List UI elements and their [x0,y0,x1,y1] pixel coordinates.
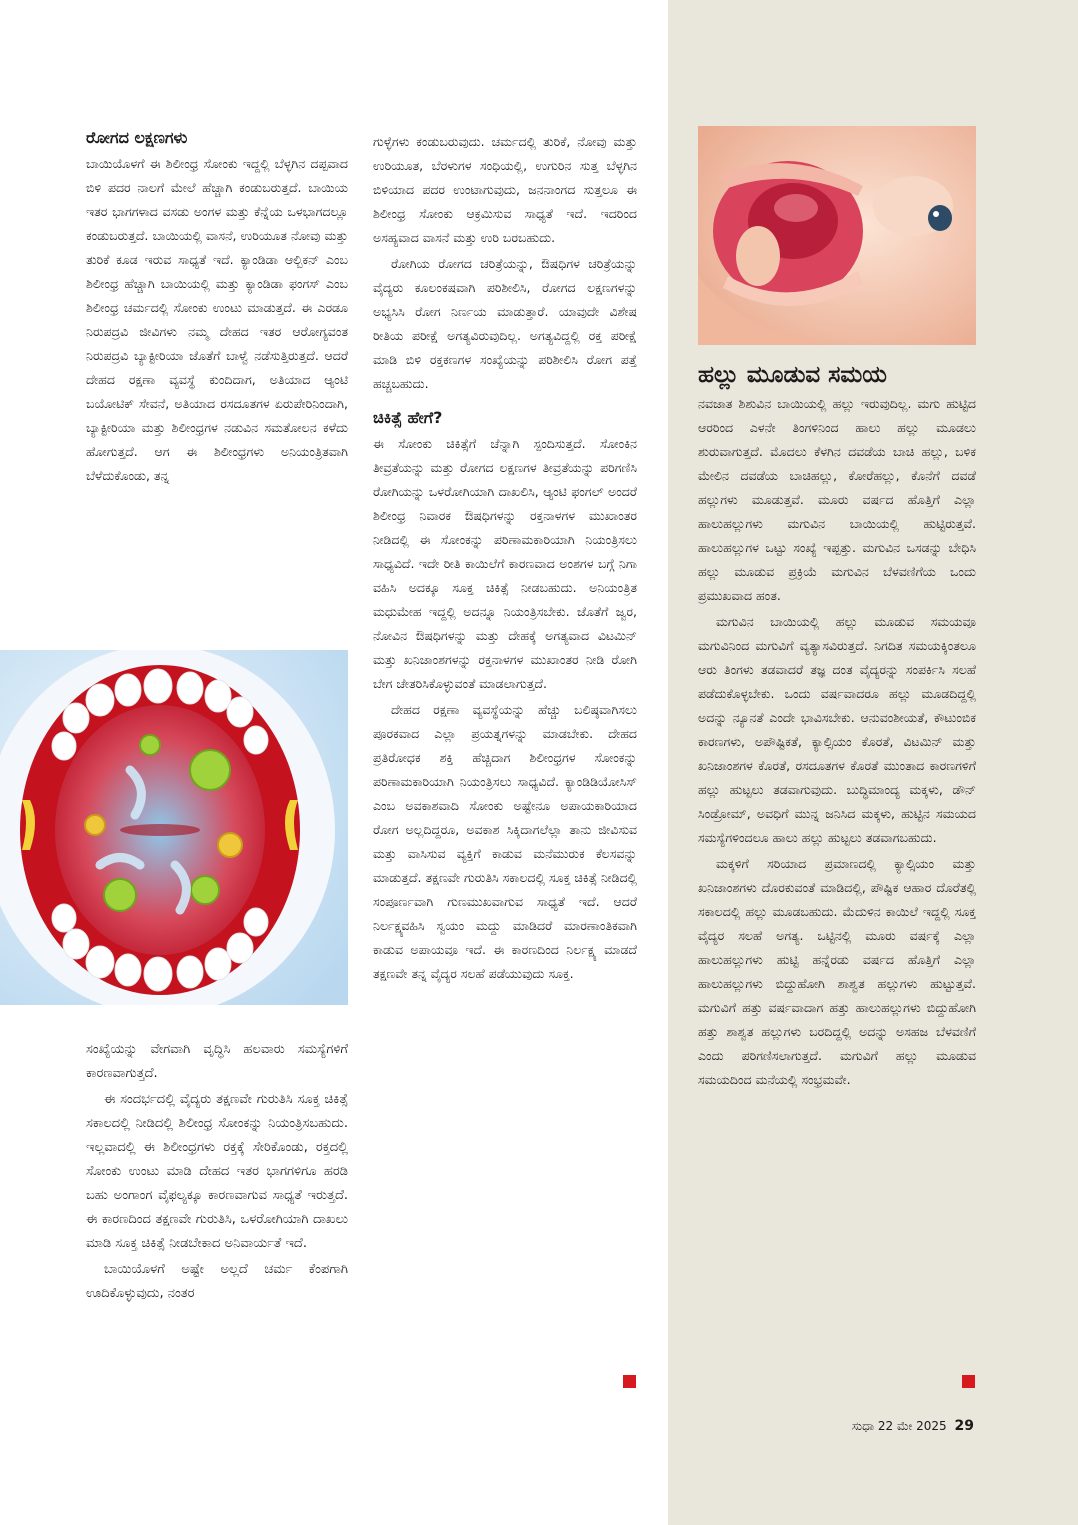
col3-paragraph-2: ಮಗುವಿನ ಬಾಯಿಯಲ್ಲಿ ಹಲ್ಲು ಮೂಡುವ ಸಮಯವೂ ಮಗುವಿನಿಂದ ಮಗುವಿಗೆ ವ್ಯತ್ಯಾಸವಿರುತ್ತದೆ. ನಿಗದಿತ ಸಮಯಕ್ಕಿಂತಲೂ ಆರು ತಿಂಗಳು ತಡವಾದರೆ ತಜ್ಞ ದಂತ ವೈದ್ಯರನ್ನು ಸಂಪರ್ಕಿಸಿ ಸಲಹೆ ಪಡೆದುಕೊಳ್ಳಬೇಕು. ಒಂದು ವರ್ಷವಾದರೂ ಹಲ್ಲು ಮೂಡದಿದ್ದಲ್ಲಿ ಅದನ್ನು ನ್ಯೂನತೆ ಎಂದೇ ಭಾವಿಸಬೇಕು. ಆನುವಂಶೀಯತೆ, ಕೌಟುಂಬಿಕ ಕಾರಣಗಳು, ಅಪೌಷ್ಟಿಕತೆ, ಕ್ಯಾಲ್ಸಿಯಂ ಕೊರತೆ, ವಿಟಮಿನ್ ಮತ್ತು ಖನಿಜಾಂಶಗಳ ಕೊರತೆ, ರಸದೂತಗಳ ಕೊರತೆ ಮುಂತಾದ ಕಾರಣಗಳಿಗೆ ಹಲ್ಲು ಹುಟ್ಟಲು ತಡವಾಗುವುದು. ಬುದ್ಧಿಮಾಂದ್ಯ ಮಕ್ಕಳು, ಡೌನ್ ಸಿಂಡ್ರೋಮ್, ಅವಧಿಗೆ ಮುನ್ನ ಜನಿಸಿದ ಮಕ್ಕಳು, ಹುಟ್ಟಿನ ಸಮಯದ ಸಮಸ್ಯೆಗಳಿಂದಲೂ ಹಾಲು ಹಲ್ಲು ಹುಟ್ಟಲು ತಡವಾಗಬಹುದು. [698,614,976,845]
col1-paragraph-4: ಬಾಯಿಯೊಳಗೆ ಅಷ್ಟೇ ಅಲ್ಲದೆ ಚರ್ಮ ಕೆಂಪಗಾಗಿ ಊದಿಕೊಳ್ಳುವುದು, ನಂತರ [86,1262,348,1301]
section-heading-teething: ಹಲ್ಲು ಮೂಡುವ ಸಮಯ [698,362,887,388]
section-heading-symptoms: ರೋಗದ ಲಕ್ಷಣಗಳು [86,128,188,147]
column-1-top [86,126,348,488]
section-heading-treatment: ಚಿಕಿತ್ಸೆ ಹೇಗೆ? [373,408,443,427]
col2-paragraph-3: ಈ ಸೋಂಕು ಚಿಕಿತ್ಸೆಗೆ ಚೆನ್ನಾಗಿ ಸ್ಪಂದಿಸುತ್ತದೆ. ಸೋಂಕಿನ ತೀವ್ರತೆಯನ್ನು ಮತ್ತು ರೋಗದ ಲಕ್ಷಣಗಳ ತೀವ್ರತೆಯನ್ನು ಪರಿಗಣಿಸಿ ರೋಗಿಯನ್ನು ಒಳರೋಗಿಯಾಗಿ ದಾಖಲಿಸಿ, ಆ್ಯಂಟಿ ಫಂಗಲ್ ಅಂದರೆ ಶಿಲೀಂಧ್ರ ನಿವಾರಕ ಔಷಧಿಗಳನ್ನು ರಕ್ತನಾಳಗಳ ಮುಖಾಂತರ ನೀಡಿದಲ್ಲಿ ಈ ಸೋಂಕನ್ನು ಪರಿಣಾಮಕಾರಿಯಾಗಿ ನಿಯಂತ್ರಿಸಲು ಸಾಧ್ಯವಿದೆ. ಇದೇ ರೀತಿ ಕಾಯಿಲೆಗೆ ಕಾರಣವಾದ ಅಂಶಗಳ ಬಗ್ಗೆ ನಿಗಾ ವಹಿಸಿ ಅದಕ್ಕೂ ಸೂಕ್ತ ಚಿಕಿತ್ಸೆ ನೀಡಬಹುದು. ಅನಿಯಂತ್ರಿತ ಮಧುಮೇಹ ಇದ್ದಲ್ಲಿ ಅದನ್ನೂ ನಿಯಂತ್ರಿಸಬೇಕು. ಜೊತೆಗೆ ಜ್ವರ, ನೋವಿನ ಔಷಧಿಗಳನ್ನು ಮತ್ತು ದೇಹಕ್ಕೆ ಅಗತ್ಯವಾದ ವಿಟಮಿನ್ ಮತ್ತು ಖನಿಜಾಂಶಗಳನ್ನು ರಕ್ತನಾಳಗಳ ಮುಖಾಂತರ ನೀಡಿ ರೋಗಿ ಬೇಗ ಚೇತರಿಸಿಕೊಳ್ಳುವಂತೆ ಮಾಡಲಾಗುತ್ತದೆ. [373,436,637,691]
baby-teething-photo [698,126,976,345]
issue-date: 22 ಮೇ 2025 [877,1419,947,1433]
col3-paragraph-1: ನವಜಾತ ಶಿಶುವಿನ ಬಾಯಿಯಲ್ಲಿ ಹಲ್ಲು ಇರುವುದಿಲ್ಲ. ಮಗು ಹುಟ್ಟಿದ ಆರರಿಂದ ಎಳನೇ ತಿಂಗಳಿನಿಂದ ಹಾಲು ಹಲ್ಲು ಮೂಡಲು ಶುರುವಾಗುತ್ತದೆ. ಮೊದಲು ಕೆಳಗಿನ ದವಡೆಯ ಬಾಚಿ ಹಲ್ಲು, ಬಳಿಕ ಮೇಲಿನ ದವಡೆಯ ಬಾಚಿಹಲ್ಲು, ಕೋರೆಹಲ್ಲು, ಕೊನೆಗೆ ದವಡೆ ಹಲ್ಲುಗಳು ಮೂಡುತ್ತವೆ. ಮೂರು ವರ್ಷದ ಹೊತ್ತಿಗೆ ಎಲ್ಲಾ ಹಾಲುಹಲ್ಲುಗಳು ಮಗುವಿನ ಬಾಯಿಯಲ್ಲಿ ಹುಟ್ಟಿರುತ್ತವೆ. ಹಾಲುಹಲ್ಲುಗಳ ಒಟ್ಟು ಸಂಖ್ಯೆ ಇಪ್ಪತ್ತು. ಮಗುವಿನ ಒಸಡನ್ನು ಬೇಧಿಸಿ ಹಲ್ಲು ಮೂಡುವ ಪ್ರಕ್ರಿಯೆ ಮಗುವಿನ ಬೆಳವಣಿಗೆಯ ಒಂದು ಪ್ರಮುಖವಾದ ಹಂತ. [698,396,976,603]
col2-paragraph-4: ದೇಹದ ರಕ್ಷಣಾ ವ್ಯವಸ್ಥೆಯನ್ನು ಹೆಚ್ಚು ಬಲಿಷ್ಠವಾಗಿಸಲು ಪೂರಕವಾದ ಎಲ್ಲಾ ಪ್ರಯತ್ನಗಳನ್ನು ಮಾಡಬೇಕು. ದೇಹದ ಪ್ರತಿರೋಧಕ ಶಕ್ತಿ ಹೆಚ್ಚಿದಾಗ ಶಿಲೀಂಧ್ರಗಳ ಸೋಂಕನ್ನು ಪರಿಣಾಮಕಾರಿಯಾಗಿ ನಿಯಂತ್ರಿಸಲು ಸಾಧ್ಯವಿದೆ. ಕ್ಯಾಂಡಿಡಿಯೋಸಿಸ್ ಎಂಬ ಅವಕಾಶವಾದಿ ಸೋಂಕು ಅಷ್ಟೇನೂ ಅಪಾಯಕಾರಿಯಾದ ರೋಗ ಅಲ್ಲದಿದ್ದರೂ, ಅವಕಾಶ ಸಿಕ್ಕಿದಾಗಲೆಲ್ಲಾ ತಾನು ಜೀವಿಸುವ ಮತ್ತು ವಾಸಿಸುವ ವ್ಯಕ್ತಿಗೆ ಕಾಡುವ ಮನೆಮುರುಕ ಕೆಲಸವನ್ನು ಮಾಡುತ್ತದೆ. ತಕ್ಷಣವೇ ಗುರುತಿಸಿ ಸಕಾಲದಲ್ಲಿ ಸೂಕ್ತ ಚಿಕಿತ್ಸೆ ನೀಡಿದಲ್ಲಿ ಸಂಪೂರ್ಣವಾಗಿ ಗುಣಮುಖವಾಗುವ ಸಾಧ್ಯತೆ ಇದೆ. ಆದರೆ ನಿರ್ಲಕ್ಷ್ಯವಹಿಸಿ ಸ್ವಯಂ ಮದ್ದು ಮಾಡಿದರೆ ಮಾರಣಾಂತಿಕವಾಗಿ ಕಾಡುವ ಅಪಾಯವೂ ಇದೆ. ಈ ಕಾರಣದಿಂದ ನಿರ್ಲಕ್ಷ್ಯ ಮಾಡದೆ ತಕ್ಷಣವೇ ತನ್ನ ವೈದ್ಯರ ಸಲಹೆ ಪಡೆಯುವುದು ಸೂಕ್ತ. [373,702,637,981]
magazine-name: ಸುಧಾ [851,1419,875,1433]
col3-paragraph-3: ಮಕ್ಕಳಿಗೆ ಸರಿಯಾದ ಪ್ರಮಾಣದಲ್ಲಿ ಕ್ಯಾಲ್ಸಿಯಂ ಮತ್ತು ಖನಿಜಾಂಶಗಳು ದೊರಕುವಂತೆ ಮಾಡಿದಲ್ಲಿ, ಪೌಷ್ಟಿಕ ಆಹಾರ ದೊರೆತಲ್ಲಿ ಸಕಾಲದಲ್ಲಿ ಹಲ್ಲು ಮೂಡಬಹುದು. ಮೆದುಳಿನ ಕಾಯಿಲೆ ಇದ್ದಲ್ಲಿ ಸೂಕ್ತ ವೈದ್ಯರ ಸಲಹೆ ಅಗತ್ಯ. ಒಟ್ಟಿನಲ್ಲಿ ಮೂರು ವರ್ಷಕ್ಕೆ ಎಲ್ಲಾ ಹಾಲುಹಲ್ಲುಗಳು ಹುಟ್ಟಿ ಹನ್ನೆರಡು ವರ್ಷದ ಹೊತ್ತಿಗೆ ಎಲ್ಲಾ ಹಾಲುಹಲ್ಲುಗಳು ಬಿದ್ದುಹೋಗಿ ಶಾಶ್ವತ ಹಲ್ಲುಗಳು ಹುಟ್ಟುತ್ತವೆ. ಮಗುವಿಗೆ ಹತ್ತು ವರ್ಷವಾದಾಗ ಹತ್ತು ಹಾಲುಹಲ್ಲುಗಳು ಬಿದ್ದುಹೋಗಿ ಹತ್ತು ಶಾಶ್ವತ ಹಲ್ಲುಗಳು ಬರದಿದ್ದಲ್ಲಿ ಅದನ್ನು ಅಸಹಜ ಬೆಳವಣಿಗೆ ಎಂದು ಪರಿಗಣಿಸಲಾಗುತ್ತದೆ. ಮಗುವಿಗೆ ಹಲ್ಲು ಮೂಡುವ ಸಮಯದಿಂದ ಮನೆಯಲ್ಲಿ ಸಂಭ್ರಮವೇ. [698,856,976,1087]
column-1-bottom [86,1038,348,1306]
page-number: 29 [954,1418,974,1434]
mouth-infection-illustration [0,650,348,1005]
col1-paragraph-3: ಈ ಸಂದರ್ಭದಲ್ಲಿ ವೈದ್ಯರು ತಕ್ಷಣವೇ ಗುರುತಿಸಿ ಸೂಕ್ತ ಚಿಕಿತ್ಸೆ ಸಕಾಲದಲ್ಲಿ ನೀಡಿದಲ್ಲಿ ಶಿಲೀಂಧ್ರ ಸೋಂಕನ್ನು ನಿಯಂತ್ರಿಸಬಹುದು. ಇಲ್ಲವಾದಲ್ಲಿ ಈ ಶಿಲೀಂಧ್ರಗಳು ರಕ್ತಕ್ಕೆ ಸೇರಿಕೊಂಡು, ರಕ್ತದಲ್ಲಿ ಸೋಂಕು ಉಂಟು ಮಾಡಿ ದೇಹದ ಇತರ ಭಾಗಗಳಿಗೂ ಹರಡಿ ಬಹು ಅಂಗಾಂಗ ವೈಫಲ್ಯಕ್ಕೂ ಕಾರಣವಾಗುವ ಸಾಧ್ಯತೆ ಇರುತ್ತದೆ. ಈ ಕಾರಣದಿಂದ ತಕ್ಷಣವೇ ಗುರುತಿಸಿ, ಒಳರೋಗಿಯಾಗಿ ದಾಖಲು ಮಾಡಿ ಸೂಕ್ತ ಚಿಕಿತ್ಸೆ ನೀಡಬೇಕಾದ ಅನಿವಾರ್ಯತೆ ಇದೆ. [86,1092,348,1251]
end-mark [962,1375,975,1388]
column-3 [698,358,976,1092]
col2-paragraph-2: ರೋಗಿಯ ರೋಗದ ಚರಿತ್ರೆಯನ್ನು, ಔಷಧಿಗಳ ಚರಿತ್ರೆಯನ್ನು ವೈದ್ಯರು ಕೂಲಂಕಷವಾಗಿ ಪರಿಶೀಲಿಸಿ, ರೋಗದ ಲಕ್ಷಣಗಳನ್ನು ಅಭ್ಯಸಿಸಿ ರೋಗ ನಿರ್ಣಯ ಮಾಡುತ್ತಾರೆ. ಯಾವುದೇ ವಿಶೇಷ ರೀತಿಯ ಪರೀಕ್ಷೆ ಅಗತ್ಯವಿರುವುದಿಲ್ಲ. ಅಗತ್ಯವಿದ್ದಲ್ಲಿ ರಕ್ತ ಪರೀಕ್ಷೆ ಮಾಡಿ ಬಿಳಿ ರಕ್ತಕಣಗಳ ಸಂಖ್ಯೆಯನ್ನು ಪರಿಶೀಲಿಸಿ ರೋಗ ಪತ್ತೆ ಹಚ್ಚಬಹುದು. [373,256,637,391]
column-2 [373,130,637,986]
col1-paragraph-1: ಬಾಯಿಯೊಳಗೆ ಈ ಶಿಲೀಂಧ್ರ ಸೋಂಕು ಇದ್ದಲ್ಲಿ ಬೆಳ್ಳಗಿನ ದಪ್ಪವಾದ ಬಿಳಿ ಪದರ ನಾಲಗೆ ಮೇಲೆ ಹೆಚ್ಚಾಗಿ ಕಂಡುಬರುತ್ತದೆ. ಬಾಯಿಯ ಇತರ ಭಾಗಗಳಾದ ವಸಡು ಅಂಗಳ ಮತ್ತು ಕೆನ್ನೆಯ ಒಳಭಾಗದಲ್ಲೂ ಕಂಡುಬರುತ್ತದೆ. ಬಾಯಿಯಲ್ಲಿ ವಾಸನೆ, ಉರಿಯೂತ ನೋವು ಮತ್ತು ತುರಿಕೆ ಕೂಡ ಇರುವ ಸಾಧ್ಯತೆ ಇದೆ. ಕ್ಯಾಂಡಿಡಾ ಆಲ್ಬಿಕನ್ ಎಂಬ ಶಿಲೀಂಧ್ರ ಹೆಚ್ಚಾಗಿ ಬಾಯಿಯಲ್ಲಿ ಮತ್ತು ಕ್ಯಾಂಡಿಡಾ ಫಂಗಸ್ ಎಂಬ ಶಿಲೀಂಧ್ರ ಚರ್ಮದಲ್ಲಿ ಸೋಂಕು ಉಂಟು ಮಾಡುತ್ತದೆ. ಈ ಎರಡೂ ನಿರುಪದ್ರವಿ ಜೀವಿಗಳು ನಮ್ಮ ದೇಹದ ಇತರ ಆರೋಗ್ಯವಂತ ನಿರುಪದ್ರವಿ ಬ್ಯಾಕ್ಟೀರಿಯಾ ಜೊತೆಗೆ ಬಾಳ್ವೆ ನಡೆಸುತ್ತಿರುತ್ತದೆ. ಆದರೆ ದೇಹದ ರಕ್ಷಣಾ ವ್ಯವಸ್ಥೆ ಕುಂದಿದಾಗ, ಅತಿಯಾದ ಆ್ಯಂಟಿ ಬಯೋಟಿಕ್ ಸೇವನೆ, ಅತಿಯಾದ ರಸದೂತಗಳ ಏರುಪೇರಿನಿಂದಾಗಿ, ಬ್ಯಾಕ್ಟೀರಿಯಾ ಮತ್ತು ಶಿಲೀಂಧ್ರಗಳ ನಡುವಿನ ಸಮತೋಲನ ಕಳೆದು ಹೋಗುತ್ತದೆ. ಆಗ ಈ ಶಿಲೀಂಧ್ರಗಳು ಅನಿಯಂತ್ರಿತವಾಗಿ ಬೆಳೆದುಕೊಂಡು, ತನ್ನ [86,156,348,483]
page-footer [852,1418,974,1434]
end-mark [623,1375,636,1388]
col1-paragraph-2: ಸಂಖ್ಯೆಯನ್ನು ವೇಗವಾಗಿ ವೃದ್ಧಿಸಿ ಹಲವಾರು ಸಮಸ್ಯೆಗಳಿಗೆ ಕಾರಣವಾಗುತ್ತದೆ. [86,1042,348,1081]
col2-paragraph-1: ಗುಳ್ಳೆಗಳು ಕಂಡುಬರುವುದು. ಚರ್ಮದಲ್ಲಿ ತುರಿಕೆ, ನೋವು ಮತ್ತು ಉರಿಯೂತ, ಬೆರಳುಗಳ ಸಂಧಿಯಲ್ಲಿ, ಉಗುರಿನ ಸುತ್ತ ಬೆಳ್ಳಗಿನ ಬಿಳಿಯಾದ ಪದರ ಉಂಟಾಗುವುದು, ಜನನಾಂಗದ ಸುತ್ತಲೂ ಈ ಶಿಲೀಂಧ್ರ ಸೋಂಕು ಆಕ್ರಮಿಸುವ ಸಾಧ್ಯತೆ ಇದೆ. ಇದರಿಂದ ಅಸಹ್ಯವಾದ ವಾಸನೆ ಮತ್ತು ಉರಿ ಬರಬಹುದು. [373,134,637,245]
